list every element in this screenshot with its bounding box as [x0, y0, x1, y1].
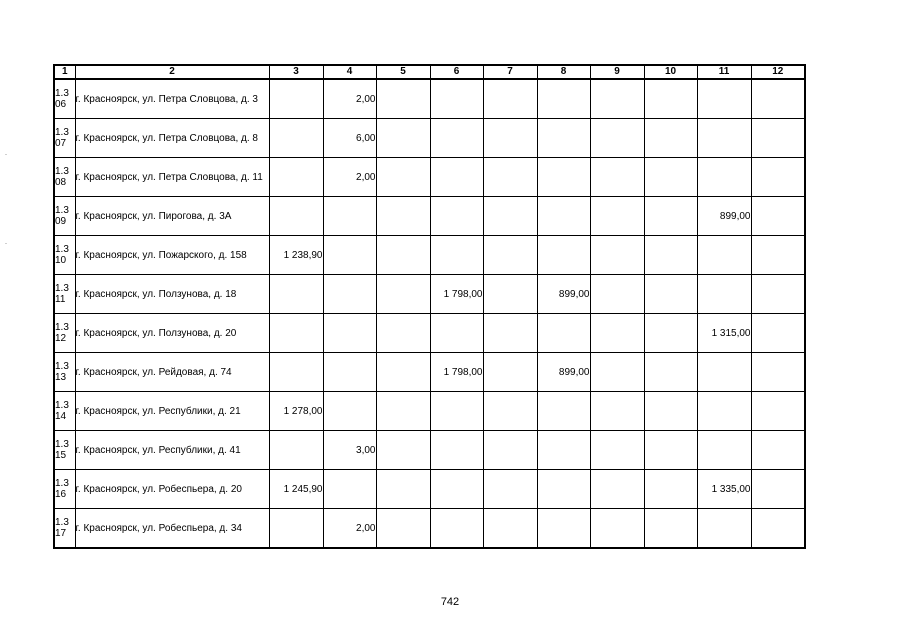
address-cell: г. Красноярск, ул. Республики, д. 21 — [75, 392, 269, 431]
value-cell-col6 — [430, 392, 483, 431]
value-cell-col4 — [323, 236, 376, 275]
value-cell-col7 — [483, 79, 537, 119]
value-cell-col9 — [590, 197, 644, 236]
value-cell-col7 — [483, 158, 537, 197]
value-cell-col5 — [376, 470, 430, 509]
value-cell-col12 — [751, 197, 805, 236]
value-cell-col6 — [430, 470, 483, 509]
value-cell-col8 — [537, 470, 590, 509]
value-cell-col11 — [697, 275, 751, 314]
value-cell-col4: 2,00 — [323, 158, 376, 197]
address-cell: г. Красноярск, ул. Ползунова, д. 18 — [75, 275, 269, 314]
value-cell-col8 — [537, 197, 590, 236]
value-cell-col8 — [537, 236, 590, 275]
value-cell-col8 — [537, 431, 590, 470]
value-cell-col12 — [751, 119, 805, 158]
row-number-cell: 1.3 16 — [54, 470, 75, 509]
value-cell-col3 — [269, 314, 323, 353]
address-cell: г. Красноярск, ул. Петра Словцова, д. 3 — [75, 79, 269, 119]
value-cell-col9 — [590, 431, 644, 470]
value-cell-col7 — [483, 470, 537, 509]
value-cell-col3: 1 245,90 — [269, 470, 323, 509]
value-cell-col10 — [644, 79, 697, 119]
row-number-cell: 1.3 12 — [54, 314, 75, 353]
table-body — [54, 79, 805, 548]
scan-speck — [5, 243, 7, 244]
table-row — [54, 509, 805, 549]
row-number-cell: 1.3 10 — [54, 236, 75, 275]
value-cell-col12 — [751, 79, 805, 119]
address-cell: г. Красноярск, ул. Рейдовая, д. 74 — [75, 353, 269, 392]
table-row — [54, 197, 805, 236]
value-cell-col11 — [697, 392, 751, 431]
value-cell-col8: 899,00 — [537, 275, 590, 314]
value-cell-col5 — [376, 392, 430, 431]
value-cell-col11 — [697, 79, 751, 119]
value-cell-col4: 2,00 — [323, 509, 376, 549]
column-header: 9 — [590, 65, 644, 79]
value-cell-col11 — [697, 431, 751, 470]
value-cell-col7 — [483, 353, 537, 392]
value-cell-col4 — [323, 314, 376, 353]
column-header: 5 — [376, 65, 430, 79]
column-header: 7 — [483, 65, 537, 79]
value-cell-col5 — [376, 197, 430, 236]
row-number-cell: 1.3 08 — [54, 158, 75, 197]
column-header: 2 — [75, 65, 269, 79]
value-cell-col4 — [323, 197, 376, 236]
value-cell-col11 — [697, 509, 751, 549]
table-row — [54, 392, 805, 431]
data-table — [53, 64, 806, 549]
value-cell-col5 — [376, 431, 430, 470]
value-cell-col5 — [376, 509, 430, 549]
value-cell-col7 — [483, 392, 537, 431]
address-cell: г. Красноярск, ул. Ползунова, д. 20 — [75, 314, 269, 353]
value-cell-col5 — [376, 353, 430, 392]
value-cell-col3 — [269, 79, 323, 119]
column-header: 11 — [697, 65, 751, 79]
value-cell-col4 — [323, 392, 376, 431]
value-cell-col4: 3,00 — [323, 431, 376, 470]
value-cell-col10 — [644, 119, 697, 158]
value-cell-col10 — [644, 275, 697, 314]
value-cell-col10 — [644, 470, 697, 509]
address-cell: г. Красноярск, ул. Пирогова, д. 3А — [75, 197, 269, 236]
column-header: 8 — [537, 65, 590, 79]
value-cell-col10 — [644, 158, 697, 197]
value-cell-col6 — [430, 197, 483, 236]
value-cell-col12 — [751, 431, 805, 470]
value-cell-col8 — [537, 392, 590, 431]
value-cell-col10 — [644, 314, 697, 353]
value-cell-col3: 1 238,90 — [269, 236, 323, 275]
value-cell-col12 — [751, 236, 805, 275]
value-cell-col9 — [590, 509, 644, 549]
value-cell-col3 — [269, 119, 323, 158]
column-header: 6 — [430, 65, 483, 79]
value-cell-col5 — [376, 314, 430, 353]
value-cell-col6 — [430, 509, 483, 549]
value-cell-col12 — [751, 392, 805, 431]
row-number-cell: 1.3 13 — [54, 353, 75, 392]
value-cell-col4 — [323, 275, 376, 314]
value-cell-col3 — [269, 275, 323, 314]
value-cell-col3: 1 278,00 — [269, 392, 323, 431]
address-cell: г. Красноярск, ул. Петра Словцова, д. 11 — [75, 158, 269, 197]
value-cell-col7 — [483, 509, 537, 549]
value-cell-col3 — [269, 509, 323, 549]
value-cell-col10 — [644, 392, 697, 431]
value-cell-col6 — [430, 236, 483, 275]
value-cell-col7 — [483, 197, 537, 236]
column-header: 12 — [751, 65, 805, 79]
value-cell-col4 — [323, 353, 376, 392]
value-cell-col12 — [751, 470, 805, 509]
value-cell-col9 — [590, 470, 644, 509]
table-row — [54, 158, 805, 197]
value-cell-col11 — [697, 119, 751, 158]
value-cell-col12 — [751, 158, 805, 197]
value-cell-col3 — [269, 158, 323, 197]
value-cell-col10 — [644, 353, 697, 392]
value-cell-col7 — [483, 431, 537, 470]
table-row — [54, 79, 805, 119]
value-cell-col8 — [537, 119, 590, 158]
value-cell-col6 — [430, 119, 483, 158]
value-cell-col11: 899,00 — [697, 197, 751, 236]
column-header: 1 — [54, 65, 75, 79]
value-cell-col8 — [537, 79, 590, 119]
value-cell-col9 — [590, 275, 644, 314]
value-cell-col10 — [644, 431, 697, 470]
value-cell-col6 — [430, 158, 483, 197]
value-cell-col8 — [537, 158, 590, 197]
value-cell-col11 — [697, 236, 751, 275]
value-cell-col9 — [590, 79, 644, 119]
header-row — [54, 65, 805, 79]
value-cell-col8 — [537, 509, 590, 549]
value-cell-col5 — [376, 158, 430, 197]
table-row — [54, 353, 805, 392]
address-cell: г. Красноярск, ул. Робеспьера, д. 20 — [75, 470, 269, 509]
value-cell-col6: 1 798,00 — [430, 353, 483, 392]
row-number-cell: 1.3 17 — [54, 509, 75, 549]
value-cell-col5 — [376, 119, 430, 158]
value-cell-col5 — [376, 236, 430, 275]
table-row — [54, 314, 805, 353]
value-cell-col11: 1 315,00 — [697, 314, 751, 353]
value-cell-col9 — [590, 158, 644, 197]
value-cell-col9 — [590, 353, 644, 392]
table-header — [54, 65, 805, 79]
row-number-cell: 1.3 15 — [54, 431, 75, 470]
value-cell-col5 — [376, 79, 430, 119]
value-cell-col10 — [644, 236, 697, 275]
value-cell-col4: 2,00 — [323, 79, 376, 119]
value-cell-col11 — [697, 158, 751, 197]
value-cell-col11 — [697, 353, 751, 392]
value-cell-col9 — [590, 314, 644, 353]
value-cell-col6: 1 798,00 — [430, 275, 483, 314]
value-cell-col5 — [376, 275, 430, 314]
table-row — [54, 119, 805, 158]
value-cell-col10 — [644, 197, 697, 236]
value-cell-col10 — [644, 509, 697, 549]
column-header: 3 — [269, 65, 323, 79]
value-cell-col4: 6,00 — [323, 119, 376, 158]
value-cell-col8: 899,00 — [537, 353, 590, 392]
row-number-cell: 1.3 06 — [54, 79, 75, 119]
page-number: 742 — [440, 596, 460, 608]
scan-speck — [5, 154, 7, 155]
value-cell-col8 — [537, 314, 590, 353]
value-cell-col12 — [751, 314, 805, 353]
row-number-cell: 1.3 11 — [54, 275, 75, 314]
row-number-cell: 1.3 09 — [54, 197, 75, 236]
table-row — [54, 275, 805, 314]
table-row — [54, 431, 805, 470]
value-cell-col11: 1 335,00 — [697, 470, 751, 509]
value-cell-col6 — [430, 79, 483, 119]
row-number-cell: 1.3 07 — [54, 119, 75, 158]
value-cell-col6 — [430, 431, 483, 470]
value-cell-col12 — [751, 509, 805, 549]
value-cell-col7 — [483, 236, 537, 275]
row-number-cell: 1.3 14 — [54, 392, 75, 431]
value-cell-col9 — [590, 392, 644, 431]
table-row — [54, 470, 805, 509]
value-cell-col7 — [483, 119, 537, 158]
value-cell-col3 — [269, 431, 323, 470]
value-cell-col9 — [590, 236, 644, 275]
address-cell: г. Красноярск, ул. Робеспьера, д. 34 — [75, 509, 269, 549]
address-cell: г. Красноярск, ул. Петра Словцова, д. 8 — [75, 119, 269, 158]
column-header: 4 — [323, 65, 376, 79]
address-cell: г. Красноярск, ул. Республики, д. 41 — [75, 431, 269, 470]
value-cell-col4 — [323, 470, 376, 509]
value-cell-col9 — [590, 119, 644, 158]
value-cell-col7 — [483, 314, 537, 353]
value-cell-col3 — [269, 353, 323, 392]
table-row — [54, 236, 805, 275]
value-cell-col7 — [483, 275, 537, 314]
value-cell-col6 — [430, 314, 483, 353]
column-header: 10 — [644, 65, 697, 79]
value-cell-col12 — [751, 353, 805, 392]
value-cell-col12 — [751, 275, 805, 314]
address-cell: г. Красноярск, ул. Пожарского, д. 158 — [75, 236, 269, 275]
value-cell-col3 — [269, 197, 323, 236]
